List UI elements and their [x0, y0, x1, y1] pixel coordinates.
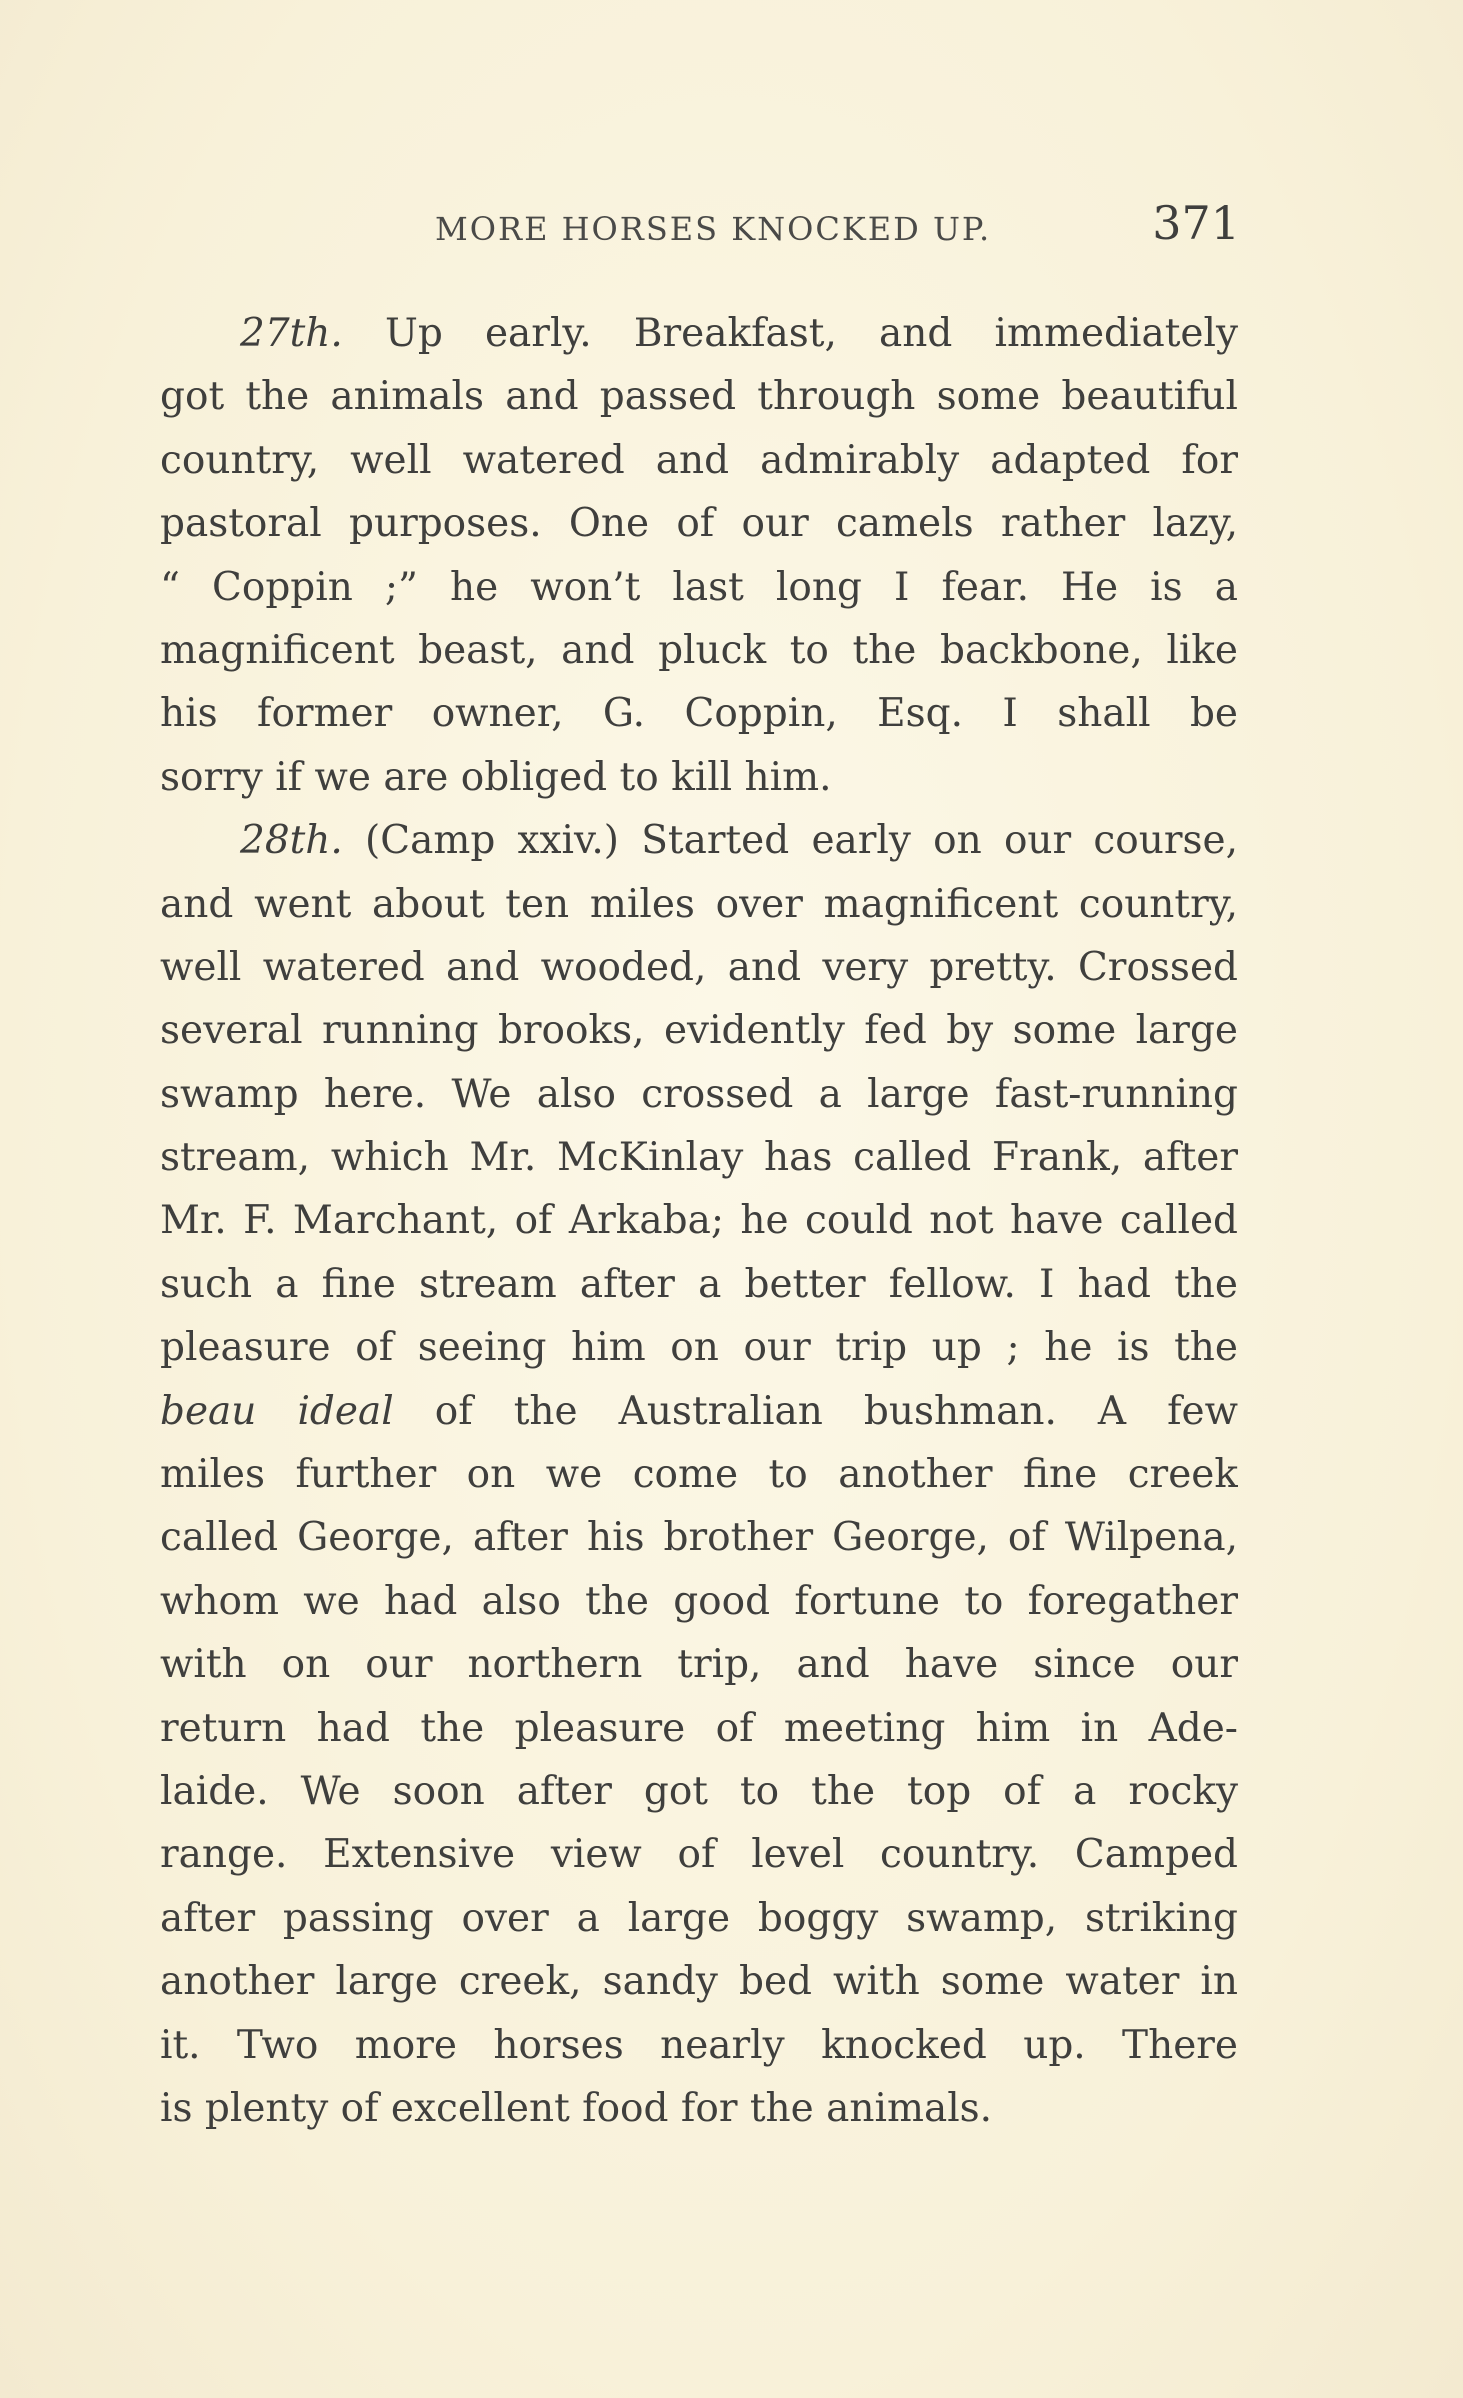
- paragraph-2-line-12: called George, after his brother George, of Wilpena,: [160, 1515, 1238, 1561]
- line-text: (Camp xxiv.) Started early on our course,: [342, 818, 1238, 864]
- entry-date: 27th.: [240, 311, 343, 356]
- paragraph-2-line-15: return had the pleasure of meeting him in Ade-: [160, 1705, 1238, 1751]
- paragraph-1-line-2: got the animals and passed through some beautiful: [160, 374, 1238, 420]
- paragraph-1-line-3: country, well watered and admirably adapted for: [160, 437, 1238, 483]
- paragraph-2-line-5: swamp here. We also crossed a large fast-running: [160, 1071, 1238, 1117]
- paragraph-1-line-8: sorry if we are obliged to kill him.: [160, 754, 832, 800]
- paragraph-2-line-20: it. Two more horses nearly knocked up. There: [160, 2022, 1238, 2068]
- running-title: MORE HORSES KNOCKED UP.: [435, 210, 992, 248]
- paragraph-2-line-16: laide. We soon after got to the top of a rocky: [160, 1768, 1238, 1814]
- paragraph-2-line-19: another large creek, sandy bed with some water in: [160, 1959, 1238, 2005]
- paragraph-2-line-13: whom we had also the good fortune to foregather: [160, 1578, 1238, 1624]
- page-number: 371: [1152, 196, 1240, 250]
- entry-date: 28th.: [240, 818, 343, 864]
- body-text: [160, 302, 1238, 2140]
- italic-phrase: beau ideal: [160, 1388, 394, 1434]
- paragraph-2-line-4: several running brooks, evidently fed by some large: [160, 1008, 1238, 1054]
- running-head: [160, 196, 1240, 256]
- paragraph-2-line-14: with on our northern trip, and have since our: [160, 1642, 1238, 1688]
- line-text: of the Australian bushman. A few: [393, 1388, 1238, 1434]
- paragraph-1-line-5: “ Coppin ;” he won’t last long I fear. He is a: [160, 564, 1238, 610]
- paragraph-2-line-1: [160, 809, 1238, 872]
- paragraph-1-line-6: magnificent beast, and pluck to the backbone, like: [160, 627, 1238, 673]
- line-text: Up early. Breakfast, and immediately: [342, 311, 1238, 356]
- paragraph-1-line-1: [160, 302, 1238, 365]
- paragraph-2-line-10: [160, 1380, 1238, 1443]
- paragraph-1-line-4: pastoral purposes. One of our camels rather lazy,: [160, 501, 1238, 547]
- paragraph-2-line-21: is plenty of excellent food for the animals.: [160, 2085, 993, 2131]
- paragraph-2-line-18: after passing over a large boggy swamp, striking: [160, 1895, 1238, 1941]
- paragraph-2-line-2: and went about ten miles over magnificent country,: [160, 881, 1238, 927]
- paragraph-2-line-11: miles further on we come to another fine creek: [160, 1452, 1238, 1498]
- paragraph-2-line-3: well watered and wooded, and very pretty. Crossed: [160, 944, 1238, 990]
- paragraph-1-line-7: his former owner, G. Coppin, Esq. I shall be: [160, 691, 1238, 737]
- paragraph-2-line-17: range. Extensive view of level country. Camped: [160, 1832, 1238, 1878]
- paragraph-2-line-6: stream, which Mr. McKinlay has called Frank, after: [160, 1135, 1238, 1181]
- paragraph-2-line-8: such a fine stream after a better fellow. I had the: [160, 1261, 1238, 1307]
- paragraph-2-line-7: Mr. F. Marchant, of Arkaba; he could not have called: [160, 1198, 1238, 1244]
- paragraph-2-line-9: pleasure of seeing him on our trip up ; he is the: [160, 1325, 1238, 1371]
